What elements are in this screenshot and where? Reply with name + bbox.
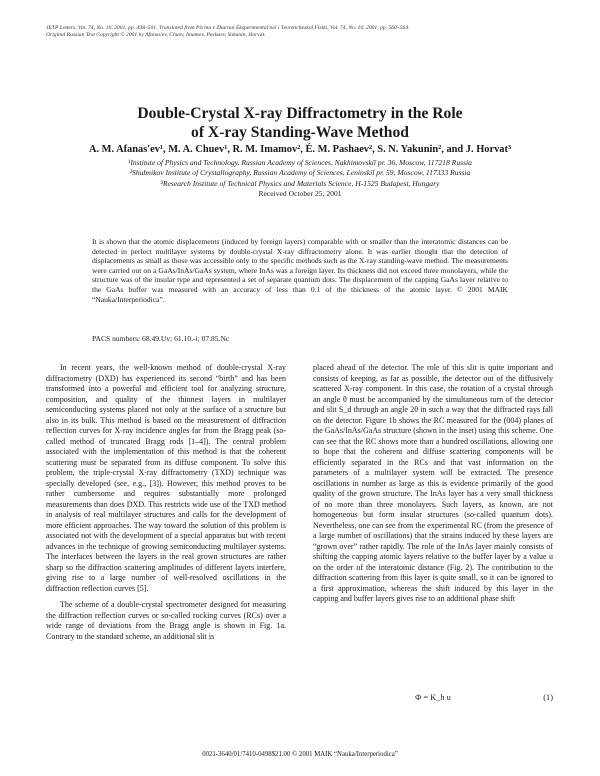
left-paragraph-2: The scheme of a double-crystal spectrometer designed for measuring the diffraction reflection curves or so-called rocking curves (RCs) over a wide range of deviations from the Bragg angle is shown in Fig. 1a. Contrary to the standard scheme, an additional slit is [46, 600, 286, 641]
title-line-1: Double-Crystal X-ray Diffractometry in the Role [137, 105, 463, 122]
journal-header-line-1: JETP Letters, Vol. 74, No. 10, 2001, pp. 498–501. Translated from Pis'ma v Zhurnal Éksperimental'noĭ i Teoreticheskoĭ Fiziki, Vol. 74, No. 10, 2001, pp. 560–564. [46, 25, 410, 31]
left-column [46, 363, 286, 642]
left-paragraph-1: In recent years, the well-known method of double-crystal X-ray diffractometry (DXD) has experienced its second “birth” and has been transformed into a powerful and efficient tool for analyzing structure, composition, and quality of the thinnest layers in multilayer semiconducting systems placed not only at the surface of a structure but also in its bulk. This method is based on the measurement of diffraction reflection curves for X-ray incidence angles far from the Bragg peak (so-called method of truncated Bragg rods [1–4]). The central problem associated with the implementation of this method is that the coherent scattering must be separated from its diffuse component. To solve this problem, the triple-crystal X-ray diffractometry (TXD) technique was specially developed (see, e.g., [3]). However, this method proves to be rather cumbersome and requires substantially more prolonged measurements than does DXD. This restricts wide use of the TXD method in analysis of real multilayer structures and calls for the development of more efficient approaches. The way toward the solution of this problem is associated not with the development of a special apparatus but with recent advances in the technique of growing semiconducting multilayer systems. The interfaces between the layers in the real grown structures are rather sharp so the diffraction scattering amplitudes of different layers interfere, giving rise to a large number of well-resolved oscillations in the diffraction reflection curves [5]. [46, 363, 286, 593]
right-paragraph-1: placed ahead of the detector. The role of this slit is quite important and consists of keeping, as far as possible, the detector out of the diffusively scattered X-ray component. In this case, the rotation of a crystal through an angle θ must be accompanied by the simultaneous turn of the detector and slit S_d through an angle 2θ in such a way that the diffracted rays fall on the detector. Figure 1b shows the RC measured for the (004) planes of the GaAs/InAs/GaAs structure (shown in the inset) using this scheme. One can see that the RC shows more than a hundred oscillations, allowing one to hope that the coherent and diffuse scattering components will be efficiently separated in the RCs and that vast information on the parameters of a multilayer system will be extracted. The presence oscillations in number as large as this is evidence primarily of the good quality of the grown structure. The InAs layer has a very small thickness of no more than three monolayers. Such layers, as known, are not homogeneous but form insular structures (so-called quantum dots). Nevertheless, one can see from the experimental RC (from the presence of a large number of oscillations) that the strains induced by these layers are “grown over” rather rapidly. The role of the InAs layer mainly consists of shifting the capping atomic layers relative to the buffer layer by a value u on the order of the interatomic distance (Fig. 2). The contribution to the diffraction scattering from this layer is quite small, so it can be ignored to a first approximation, whereas the shift induced by this layer in the capping and buffer layers gives rise to an additional phase shift [313, 363, 553, 603]
equation-body: Φ = K_h u [415, 693, 451, 702]
affiliation-1: ¹Institute of Physics and Technology, Russian Academy of Sciences, Nakhimovskiĭ pr. 36, Moscow, 117218 Russia [128, 158, 472, 167]
affiliation-2: ²Shubnikov Institute of Crystallography, Russian Academy of Sciences, Leninskiĭ pr. 59, Moscow, 117333 Russia [129, 168, 471, 178]
paper-title [40, 104, 560, 142]
author-list: A. M. Afanas'ev¹, M. A. Chuev¹, R. M. Imamov², É. M. Pashaev², S. N. Yakunin², and J. Horvat³ [88, 144, 512, 155]
right-column [313, 363, 553, 605]
page-footer: 0021-3640/01/7410-0498$21.00 © 2001 MAIK “Nauka/Interperiodica” [202, 751, 398, 758]
abstract: It is shown that the atomic displacements (induced by foreign layers) comparable with or smaller than the interatomic distances can be detected in perfect multilayer systems by double-crystal X-ray diffractometry alone. It was earlier thought that the detection of displacements as small as those was accessible only to the specific methods such as the X-ray standing-wave method. The measurements were carried out on a GaAs/InAs/GaAs system, where InAs was a foreign layer. Its thickness did not exceed three monolayers, while the structure was of the insular type and represented a set of separate quantum dots. The displacement of the capping GaAs layer relative to the GaAs buffer was measured with an accuracy of less than 0.1 of the thickness of the atomic layer. © 2001 MAIK “Nauka/Interperiodica”. [92, 237, 508, 304]
affiliation-3: ³Research Institute of Technical Physics and Materials Science, H-1525 Budapest, Hungary [160, 178, 440, 188]
affiliations [30, 158, 570, 200]
journal-header [46, 25, 556, 39]
journal-header-line-2: Original Russian Text Copyright © 2001 by Afanas'ev, Chuev, Imamov, Pashaev, Yakunin, Horvat. [46, 32, 266, 39]
equation-1 [313, 693, 553, 705]
pacs-numbers: PACS numbers: 68.49.Uv; 61.10.-i; 07.85.Nc [92, 334, 230, 343]
received-date: Received October 25, 2001 [258, 189, 342, 199]
equation-number: (1) [543, 693, 553, 702]
title-line-2: of X-ray Standing-Wave Method [191, 124, 409, 141]
